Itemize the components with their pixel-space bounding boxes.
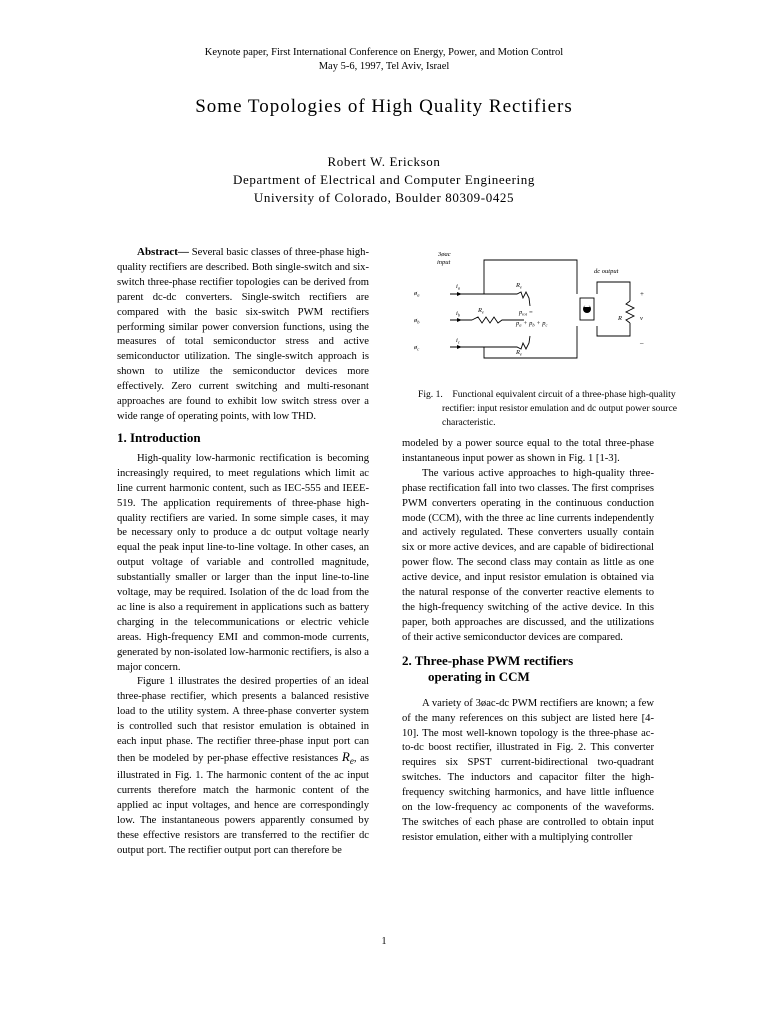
fig1-output-label: dc output bbox=[594, 268, 619, 275]
section-2-paragraph-1: A variety of 3øac-dc PWM rectifiers are known; a few of the many references on this subject are listed here [4-10]. The most well-known topology is the three-phase ac-to-dc boost rectifier, illustrated in Fig. 2. This converter requires six SPST current-bidirectional two-quadrant switches. The inductors and capacitor filter the high-frequency switching harmonics, and have little influence on the low-frequency ac components of the waveforms. The switches of each phase are controlled to obtain input resistor emulation, either with a multiplying controller bbox=[402, 697, 654, 843]
author-block bbox=[0, 153, 768, 207]
fig1-plus: + bbox=[640, 290, 644, 298]
fig1-power-line2-c: c bbox=[545, 322, 548, 328]
fig1-resistor-top bbox=[515, 282, 522, 290]
fig1-resistor-mid bbox=[477, 307, 484, 315]
fig1-input-label-1: 3øac bbox=[438, 251, 451, 258]
fig1-phase-b-sub: b bbox=[417, 319, 420, 325]
col2-paragraph-2: The various active approaches to high-quality three-phase rectification fall into two classes. The first comprises PWM converters operating in the continuous conduction mode (CCM), with the three ac line currents independently and actively regulated. These converters usually contain six or more active devices, and are capable of bidirectional power flow. The second class may contain as little as one active device, and input resistor emulation is obtained via the natural response of the converter reactive elements to the high-frequency switching of the active device. In this paper, both approaches are discussed, and the utilizations of their active semiconductor devices are compared. bbox=[402, 467, 654, 643]
page-number: 1 bbox=[381, 936, 387, 947]
fig1-circuit-diagram bbox=[412, 246, 668, 376]
intro-p2-after: , as illustrated in Fig. 1. The harmonic content of the ac input currents therefore match the harmonic content of the applied ac input voltages, and hence are correspondingly low. The instantaneous powers apparently consumed by these effective resistors are transferred to the rectifier dc output port. The rectifier output port can therefore be bbox=[117, 753, 369, 856]
fig1-phase-b-symbol: ø bbox=[414, 317, 418, 324]
author-affiliation: University of Colorado, Boulder 80309-0425 bbox=[253, 190, 515, 205]
fig1-caption-label: Fig. 1. bbox=[418, 389, 443, 400]
fig1-power-line2-pa: p bbox=[516, 320, 520, 327]
author-name: Robert W. Erickson bbox=[327, 154, 441, 169]
re-subscript: e bbox=[349, 756, 354, 767]
fig1-power-line2-b: b bbox=[532, 322, 535, 328]
fig1-voltage: v bbox=[640, 315, 643, 322]
abstract bbox=[117, 245, 369, 425]
intro-p2-before: Figure 1 illustrates the desired properties of an ideal three-phase rectifier, which presents a balanced resistive load to the utility system. A three-phase converter system is controlled such that resistor emulation is obtained in each input phase. The rectifier three-phase input port can then be modeled by per-phase effective resistances bbox=[117, 676, 369, 764]
fig1-resistor-mid-symbol: R bbox=[478, 307, 482, 314]
fig1-current-a bbox=[456, 283, 461, 291]
figure-1-caption bbox=[418, 388, 680, 430]
fig1-current-b-sub: b bbox=[457, 312, 461, 318]
fig1-current-b-symbol: i bbox=[456, 310, 458, 317]
fig1-resistor-bottom-sub: e bbox=[519, 351, 522, 357]
fig1-phase-c bbox=[413, 344, 419, 352]
abstract-label: Abstract— bbox=[137, 246, 189, 258]
conference-note-line1: Keynote paper, First International Conference on Energy, Power, and Motion Control bbox=[204, 47, 564, 58]
fig1-power-line1-rest: = bbox=[527, 309, 534, 316]
fig1-power-line1-p: p bbox=[519, 309, 523, 316]
power-source-icon bbox=[580, 298, 594, 320]
paper-title: Some Topologies of High Quality Rectifiers bbox=[195, 96, 573, 117]
fig1-power-line2 bbox=[515, 320, 548, 328]
section-1-heading: 1. Introduction bbox=[117, 429, 201, 445]
conference-note bbox=[0, 46, 768, 74]
right-column bbox=[402, 437, 654, 846]
fig1-power-line2-plus1: + bbox=[521, 320, 530, 327]
fig1-resistor-bottom bbox=[515, 349, 522, 357]
fig1-current-c-symbol: i bbox=[456, 337, 458, 344]
fig1-power-line2-pb: p bbox=[529, 320, 533, 327]
fig1-power-line2-a: a bbox=[519, 322, 522, 328]
fig1-phase-c-sub: c bbox=[417, 346, 420, 352]
fig1-power-line2-plus2: + bbox=[534, 320, 543, 327]
abstract-text: Several basic classes of three-phase high-quality rectifiers are described. Both single-switch and six-switch three-phase rectifier topologies can be derived from parent dc-dc converters. Single-switch rectifiers are compared with the basic six-switch PWM rectifiers performing similar power conversion functions, using the measures of total semiconductor stress and active semiconductor utilization. The single-switch approach is shown to utilize the semiconductor devices more effectively. Zero current switching and multi-resonant approaches are found to exhibit low switch stress over a wide range of operating points, with low THD. bbox=[117, 247, 369, 422]
fig1-current-c bbox=[456, 337, 460, 345]
fig1-power-line2-pc: p bbox=[542, 320, 546, 327]
figure-1 bbox=[412, 246, 668, 376]
fig1-phase-a-symbol: ø bbox=[414, 290, 418, 297]
fig1-input-label-2: input bbox=[437, 259, 451, 266]
fig1-current-b bbox=[456, 310, 461, 318]
section-2-heading-line1: 2. Three-phase PWM rectifiers bbox=[402, 652, 574, 668]
fig1-phase-a bbox=[413, 290, 420, 298]
fig1-resistor-top-symbol: R bbox=[516, 282, 520, 289]
fig1-phase-a-sub: a bbox=[417, 292, 420, 298]
fig1-caption-text: Functional equivalent circuit of a three-phase high-quality rectifier: input resistor emulation and dc output power source characteristic. bbox=[442, 389, 677, 428]
left-column bbox=[117, 245, 369, 858]
author-department: Department of Electrical and Computer Engineering bbox=[233, 172, 535, 187]
fig1-resistor-bottom-symbol: R bbox=[516, 349, 520, 356]
fig1-phase-c-symbol: ø bbox=[414, 344, 418, 351]
section-2-heading-line2: operating in CCM bbox=[428, 668, 530, 684]
section-2-heading bbox=[402, 653, 654, 685]
conference-note-line2: May 5-6, 1997, Tel Aviv, Israel bbox=[318, 61, 450, 72]
fig1-current-a-sub: a bbox=[457, 285, 461, 291]
fig1-current-c-sub: c bbox=[457, 339, 460, 345]
fig1-power-line1-sub: tot bbox=[522, 311, 528, 317]
re-symbol: R bbox=[341, 749, 350, 764]
intro-paragraph-2 bbox=[117, 675, 369, 858]
fig1-current-a-symbol: i bbox=[456, 283, 458, 290]
fig1-resistor-top-sub: e bbox=[519, 284, 522, 290]
fig1-resistor-mid-sub: e bbox=[481, 309, 484, 315]
fig1-load: R bbox=[618, 315, 622, 322]
fig1-power-line1 bbox=[518, 309, 533, 317]
fig1-minus: – bbox=[640, 339, 644, 347]
col2-paragraph-1: modeled by a power source equal to the total three-phase instantaneous input power as shown in Fig. 1 [1-3]. bbox=[402, 438, 654, 464]
fig1-phase-b bbox=[413, 317, 420, 325]
intro-paragraph-1: High-quality low-harmonic rectification is becoming increasingly required, to meet regulations which limit ac line current harmonic content, such as IEC-555 and IEEE-519. The application requirements of three-phase high-quality rectifiers are varied. In some simple cases, it may be necessary only to produce a dc output voltage nearly equal the peak input line-to-line voltage. In other cases, an output voltage of variable and controlled magnitude, substantially smaller or larger than the input line-to-line voltage, may be required. Isolation of the dc load from the ac line is also a requirement in applications such as battery charging in the telecommunications or electric vehicle areas. High-frequency EMI and common-mode currents, generated by non-isolated low-harmonic rectifiers, is also a major concern. bbox=[117, 452, 369, 673]
